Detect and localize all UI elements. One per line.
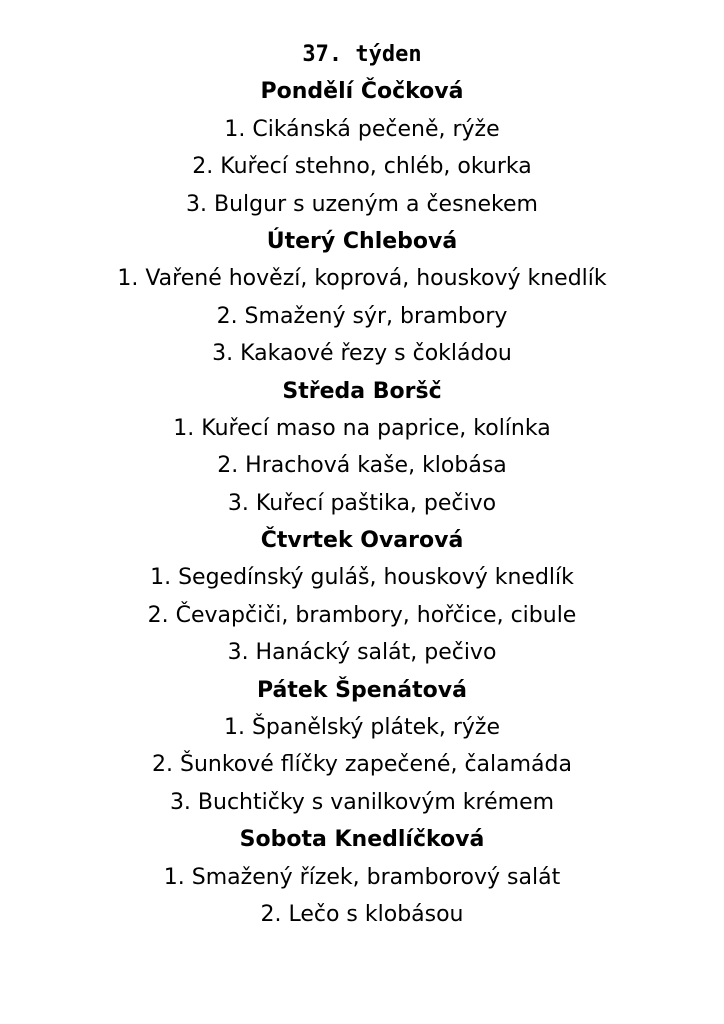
- menu-item: 2. Čevapčiči, brambory, hořčice, cibule: [147, 602, 577, 628]
- menu-item: 3. Kuřecí paštika, pečivo: [227, 490, 497, 516]
- menu-item: 3. Kakaové řezy s čokládou: [212, 341, 512, 367]
- menu-item: 1. Španělský plátek, rýže: [223, 715, 500, 741]
- day-heading-saturday: Sobota Knedlíčková: [239, 827, 485, 853]
- menu-item: 3. Bulgur s uzeným a česnekem: [186, 191, 538, 217]
- menu-item: 2. Lečo s klobásou: [260, 901, 464, 927]
- weekly-menu: [0, 36, 724, 933]
- menu-item: 1. Smažený řízek, bramborový salát: [163, 864, 561, 890]
- day-heading-wednesday: Středa Boršč: [282, 378, 442, 404]
- menu-item: 3. Buchtičky s vanilkovým krémem: [169, 789, 555, 815]
- menu-item: 1. Kuřecí maso na paprice, kolínka: [173, 415, 551, 441]
- day-heading-tuesday: Úterý Chlebová: [266, 228, 458, 254]
- week-title: 37. týden: [302, 42, 422, 67]
- menu-item: 2. Šunkové flíčky zapečené, čalamáda: [152, 752, 572, 778]
- menu-item: 3. Hanácký salát, pečivo: [227, 640, 497, 666]
- menu-item: 1. Cikánská pečeně, rýže: [224, 116, 500, 142]
- day-heading-monday: Pondělí Čočková: [260, 79, 464, 105]
- day-heading-friday: Pátek Špenátová: [257, 677, 467, 703]
- menu-item: 2. Hrachová kaše, klobása: [217, 453, 507, 479]
- menu-item: 1. Segedínský guláš, houskový knedlík: [150, 565, 574, 591]
- menu-item: 1. Vařené hovězí, koprová, houskový knedlík: [117, 266, 607, 292]
- menu-item: 2. Kuřecí stehno, chléb, okurka: [192, 154, 532, 180]
- day-heading-thursday: Čtvrtek Ovarová: [260, 528, 464, 554]
- menu-item: 2. Smažený sýr, brambory: [216, 303, 508, 329]
